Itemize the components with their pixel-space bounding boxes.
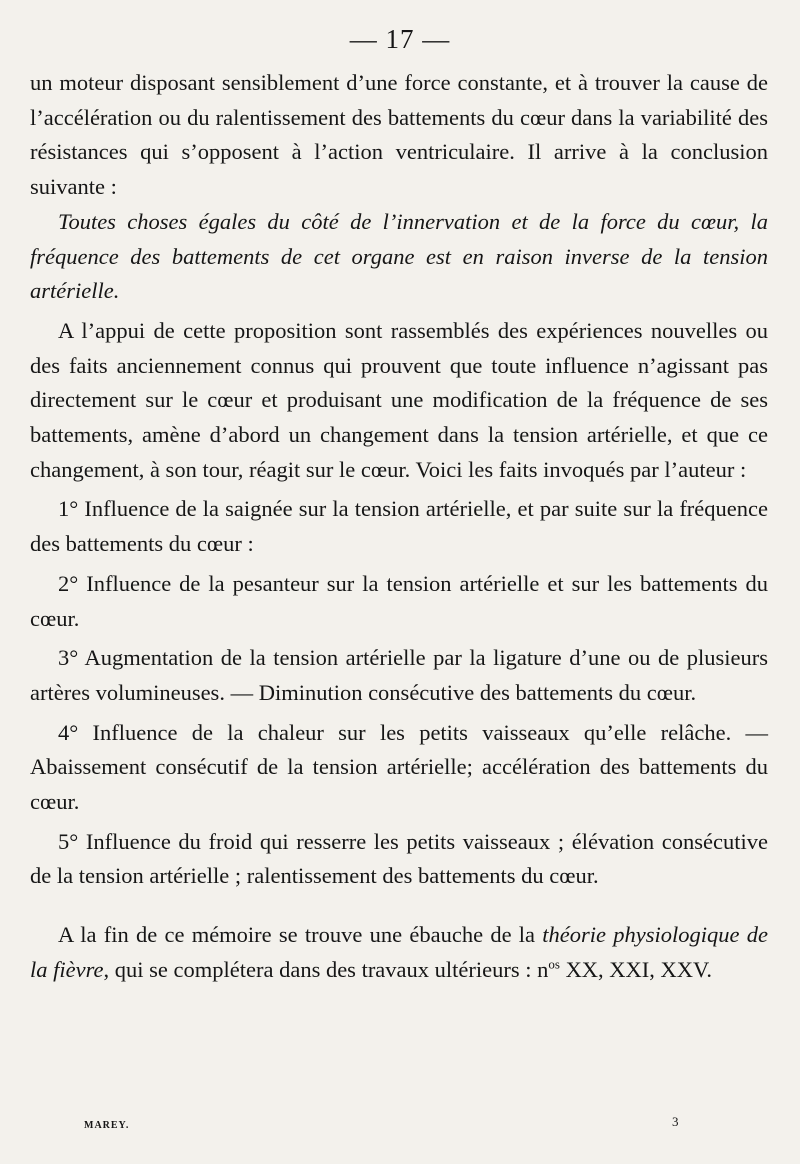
paragraph-conclusion-quote: Toutes choses égales du côté de l’innervation et de la force du cœur, la fréquence des battements de cet organe est en raison inverse de la tension artérielle. — [30, 208, 768, 304]
list-item-3: 3° Augmentation de la tension artérielle par la ligature d’une ou de plusieurs artères volumineuses. — Diminution consécutive des battements du cœur. — [30, 645, 768, 705]
paragraph-3: A l’appui de cette proposition sont rassemblés des expériences nouvelles ou des faits anciennement connus qui prouvent que toute influence n’agissant pas directement sur le cœur et produisant une modification de la fréquence de ses battements, amène d’abord un changement dans la tension artérielle, et que ce changement, à son tour, réagit sur le cœur. Voici les faits invoqués par l’auteur : — [30, 317, 768, 482]
footer-signature-mark: 3 — [672, 1114, 679, 1129]
final-text-italic: théorie physiologique de la fièvre — [30, 922, 768, 982]
final-text-start: A la fin de ce mémoire se trouve une ébauche de la — [58, 922, 543, 948]
final-text-end: XX, XXI, XXV. — [559, 956, 713, 982]
body-text — [30, 66, 768, 988]
final-text-superscript: os — [548, 956, 560, 972]
list-item-4: 4° Influence de la chaleur sur les petits vaisseaux qu’elle relâche. — Abaissement consécutif de la tension artérielle; accélération des battements du cœur. — [30, 719, 768, 815]
final-text-mid: , qui se complétera dans des travaux ultérieurs : n — [103, 956, 549, 982]
page-number: — 17 — — [349, 24, 451, 54]
list-item-1: 1° Influence de la saignée sur la tension artérielle, et par suite sur la fréquence des battements du cœur : — [30, 496, 768, 557]
list-item-2: 2° Influence de la pesanteur sur la tension artérielle et sur les battements du cœur. — [30, 570, 768, 631]
paragraph-final — [30, 918, 768, 987]
footer-author: MAREY. — [84, 1120, 130, 1131]
list-item-5: 5° Influence du froid qui resserre les petits vaisseaux ; élévation consécutive de la tension artérielle ; ralentissement des battements du cœur. — [30, 828, 768, 889]
paragraph-1: un moteur disposant sensiblement d’une force constante, et à trouver la cause de l’accélération ou du ralentissement des battements du cœur dans la variabilité des résistances qui s’opposent à l’action ventriculaire. Il arrive à la conclusion suivante : — [30, 70, 768, 200]
